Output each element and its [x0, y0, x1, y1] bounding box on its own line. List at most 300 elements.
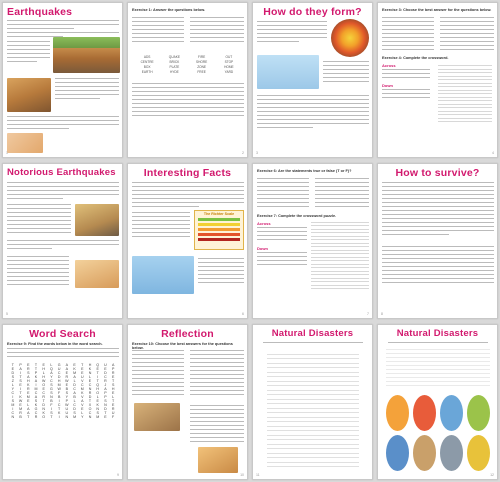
page-natural-disasters-wordsearch[interactable]	[377, 324, 498, 480]
word-search-cell[interactable]: K	[27, 383, 30, 387]
word-search-cell[interactable]: D	[42, 403, 45, 407]
word-search-cell[interactable]: M	[73, 371, 77, 375]
word-search-cell[interactable]: E	[42, 363, 45, 367]
word-search-cell[interactable]: M	[73, 415, 77, 419]
word-search-cell[interactable]: M	[26, 395, 30, 399]
word-search-cell[interactable]: V	[81, 395, 84, 399]
ruins-image	[75, 204, 119, 236]
word-search-cell[interactable]: Y	[11, 387, 15, 391]
word-search-cell[interactable]: A	[111, 363, 115, 367]
word-search-cell[interactable]: L	[42, 371, 45, 375]
word-search-cell[interactable]: P	[19, 363, 22, 367]
word-search-cell[interactable]: R	[65, 375, 69, 379]
word-search-cell[interactable]: I	[97, 375, 99, 379]
word-search-cell[interactable]: I	[20, 371, 22, 375]
page-natural-disasters-crossword[interactable]	[252, 324, 373, 480]
page-number: 8	[381, 312, 383, 316]
document-grid	[2, 2, 498, 480]
word-search-cell[interactable]: I	[35, 383, 37, 387]
word-search-cell[interactable]: P	[34, 371, 38, 375]
word-search-cell[interactable]: U	[80, 375, 84, 379]
word-search-cell[interactable]: B	[65, 387, 69, 391]
word-search-cell[interactable]: G	[50, 387, 53, 391]
word-search-cell[interactable]: D	[88, 395, 92, 399]
word-search-cell[interactable]: N	[50, 395, 53, 399]
drought-icon	[467, 435, 490, 471]
word-search-cell[interactable]: S	[73, 411, 76, 415]
word-search-cell[interactable]: R	[26, 387, 30, 391]
clues	[382, 69, 430, 81]
page-exercise-6[interactable]	[252, 163, 373, 319]
down-label: Down	[257, 246, 268, 251]
word-search-cell[interactable]: S	[50, 411, 53, 415]
word-search-cell[interactable]: A	[73, 375, 76, 379]
word-search-cell[interactable]: P	[104, 391, 107, 395]
word-search-cell[interactable]: T	[19, 391, 22, 395]
word-search-cell[interactable]: E	[81, 367, 84, 371]
exercise-heading: Exercise 1: Answer the questions below.	[132, 8, 206, 12]
clues	[257, 252, 307, 268]
page-number: 5	[6, 312, 8, 316]
word-search-cell[interactable]: Q	[96, 383, 100, 387]
word-search-cell[interactable]: E	[96, 367, 99, 371]
word-search-cell[interactable]: W	[42, 379, 46, 383]
word-search-cell[interactable]: W	[18, 399, 23, 403]
word-search-cell[interactable]: L	[11, 383, 14, 387]
flood-icon	[440, 395, 463, 431]
statements	[315, 178, 369, 210]
word-search-cell[interactable]: R	[88, 391, 92, 395]
text-block	[7, 204, 71, 236]
word-search-cell[interactable]: T	[11, 363, 14, 367]
word-search-cell[interactable]: S	[111, 383, 115, 387]
across-label: Across	[382, 63, 396, 68]
word-search-cell[interactable]: C	[50, 379, 53, 383]
answer-options	[190, 350, 244, 398]
answer-options	[190, 405, 244, 445]
text-block	[7, 41, 50, 65]
word-search-cell[interactable]: C	[88, 411, 92, 415]
word-search-cell[interactable]: A	[73, 391, 76, 395]
word-search-cell[interactable]: H	[57, 379, 61, 383]
word-search-cell[interactable]: P	[104, 395, 107, 399]
exercise-heading: Exercise 7: Complete the crossword puzzle.	[257, 214, 337, 218]
exercise-heading: Exercise 10: Choose the best answers for the questions below.	[132, 342, 233, 350]
word-search-cell[interactable]: R	[104, 379, 107, 383]
word-search-cell[interactable]: S	[11, 375, 15, 379]
page-number: 6	[242, 312, 244, 316]
word-search-cell[interactable]: O	[88, 407, 92, 411]
page-number: 7	[367, 312, 369, 316]
crossword-grid[interactable]	[438, 65, 492, 125]
word-search-cell[interactable]: N	[96, 407, 99, 411]
word-search-cell[interactable]: A	[34, 395, 38, 399]
word-search-cell[interactable]: Y	[81, 415, 84, 419]
word-search-cell[interactable]: T	[27, 415, 30, 419]
word-search-cell[interactable]: E	[111, 391, 115, 395]
word-search-cell[interactable]: L	[50, 363, 53, 367]
word-search-cell[interactable]: M	[80, 387, 84, 391]
word-search-cell[interactable]: C	[57, 371, 61, 375]
word-search-cell[interactable]: K	[34, 403, 38, 407]
answer-lines	[132, 83, 244, 119]
word-search-cell[interactable]: C	[57, 403, 61, 407]
word-search-cell[interactable]: C	[34, 391, 38, 395]
word-search-cell[interactable]: E	[96, 399, 99, 403]
word-search-cell[interactable]: J	[104, 383, 107, 387]
word-search-cell[interactable]: C	[11, 391, 15, 395]
word-search-cell[interactable]: K	[42, 411, 45, 415]
letter-grid[interactable]	[386, 349, 490, 389]
box-title: The Richter Scale	[203, 212, 235, 216]
word-search-cell[interactable]: U	[104, 363, 107, 367]
word-search-cell[interactable]: T	[88, 399, 92, 403]
tsunami-icon	[386, 435, 409, 471]
word-search-cell[interactable]: T	[19, 375, 22, 379]
word-search-cell[interactable]: U	[111, 411, 115, 415]
text-block	[382, 182, 494, 238]
word-search-cell[interactable]: A	[27, 407, 30, 411]
word-search-cell[interactable]: C	[73, 403, 76, 407]
earth-core-image	[331, 19, 369, 57]
word-search-cell[interactable]: S	[27, 371, 30, 375]
word-search-cell[interactable]: C	[104, 375, 107, 379]
word-search-cell[interactable]: N	[88, 415, 92, 419]
word-search-cell[interactable]: L	[88, 375, 91, 379]
word-search-cell[interactable]: R	[111, 407, 115, 411]
word-search-cell[interactable]: S	[50, 383, 53, 387]
storm-icon	[440, 435, 463, 471]
word-search-cell[interactable]: I	[58, 399, 60, 403]
across-label: Across	[257, 221, 271, 226]
word-search-cell[interactable]: C	[34, 411, 38, 415]
word-search-cell[interactable]: A	[27, 375, 30, 379]
word-search-cell[interactable]: R	[26, 367, 30, 371]
word-search-cell[interactable]: H	[96, 387, 99, 391]
word-search-cell[interactable]: R	[111, 371, 115, 375]
word-search-cell[interactable]: T	[81, 363, 84, 367]
word-search-cell[interactable]: R	[34, 415, 38, 419]
word-search-cell[interactable]: E	[111, 375, 115, 379]
word-search-cell[interactable]: G	[34, 407, 38, 411]
word-search-cell[interactable]: T	[96, 379, 99, 383]
word-search-cell[interactable]: S	[65, 391, 69, 395]
building-image	[75, 260, 119, 288]
page-title: Reflection	[161, 328, 214, 340]
word-search-cell[interactable]: E	[111, 403, 115, 407]
word-search-cell[interactable]: Y	[50, 375, 53, 379]
word-search-cell[interactable]: E	[11, 367, 15, 371]
word-search-cell[interactable]: F	[112, 415, 115, 419]
word-search-cell[interactable]: O	[42, 415, 46, 419]
word-search-cell[interactable]: N	[42, 407, 45, 411]
answer-options	[132, 350, 184, 398]
word-search-cell[interactable]: L	[73, 379, 76, 383]
text-block	[198, 258, 244, 286]
page-exercise-1[interactable]	[127, 2, 248, 158]
word-list	[7, 348, 119, 360]
answer-lines	[190, 17, 244, 45]
collapsed-house-image	[134, 403, 180, 431]
word-search-cell[interactable]: E	[27, 399, 30, 403]
word-search-cell[interactable]: O	[42, 383, 46, 387]
word-search-cell[interactable]: K	[34, 375, 38, 379]
page-number: 3	[256, 151, 258, 155]
word-search-cell[interactable]: E	[65, 371, 69, 375]
word-search-cell[interactable]: M	[57, 383, 61, 387]
word-search-cell[interactable]: I	[12, 395, 14, 399]
word-search-cell[interactable]: V	[81, 379, 84, 383]
building-collapse-image	[7, 78, 51, 112]
word-search-cell[interactable]: E	[19, 403, 22, 407]
word-search-grid[interactable]	[9, 363, 117, 419]
word-search-cell[interactable]: D	[73, 383, 76, 387]
exercise-heading: Exercise 6: Are the statements true or false (T or F)?	[257, 169, 352, 173]
word-search-cell[interactable]: P	[111, 367, 115, 371]
word-search-cell[interactable]: H	[111, 387, 115, 391]
page-notorious-earthquakes[interactable]	[2, 163, 123, 319]
word-search-cell[interactable]: H	[26, 379, 30, 383]
page-number: 1	[6, 151, 8, 155]
rubble-image	[198, 447, 238, 473]
word-search-cell[interactable]: T	[34, 367, 38, 371]
clues	[257, 227, 307, 243]
word-search-cell[interactable]: V	[81, 403, 84, 407]
word-search-cell[interactable]: U	[65, 411, 69, 415]
earthquake-icon	[413, 435, 436, 471]
word-table: ADS QUAKE FIRE OUT CENTRE BRICK SHORE STOP BOX PLATE ZONE HOME EARTH HYDE FREE YARD	[140, 55, 234, 74]
word-search-cell[interactable]: W	[57, 387, 61, 391]
answer-options	[440, 17, 494, 53]
word-search-cell[interactable]: K	[96, 403, 99, 407]
word-search-cell[interactable]: M	[19, 407, 23, 411]
page-number: 12	[490, 473, 494, 477]
word-search-cell[interactable]: R	[42, 395, 45, 399]
word-search-cell[interactable]: K	[81, 391, 84, 395]
ring-of-fire-map	[132, 256, 194, 294]
word-search-cell[interactable]: D	[104, 407, 107, 411]
word-search-cell[interactable]: M	[34, 387, 38, 391]
word-search-cell[interactable]: N	[88, 387, 92, 391]
page-earthquakes[interactable]	[2, 2, 123, 158]
earth-layers-image	[53, 37, 120, 73]
word-search-cell[interactable]: S	[96, 411, 99, 415]
word-search-cell[interactable]: A	[65, 367, 69, 371]
word-search-cell[interactable]: A	[19, 367, 22, 371]
fill-in-lines	[382, 246, 494, 286]
word-search-cell[interactable]: C	[11, 411, 15, 415]
word-search-cell[interactable]: W	[65, 403, 69, 407]
word-search-cell[interactable]: L	[73, 399, 76, 403]
word-search-cell[interactable]: B	[73, 395, 76, 399]
word-search-cell[interactable]: S	[11, 399, 15, 403]
word-search-cell[interactable]: Q	[96, 363, 100, 367]
word-search-cell[interactable]: E	[27, 391, 30, 395]
word-search-cell[interactable]: L	[27, 403, 30, 407]
word-search-cell[interactable]: A	[65, 363, 69, 367]
word-search-cell[interactable]: I	[58, 415, 60, 419]
word-search-cell[interactable]: G	[57, 363, 61, 367]
clues	[382, 89, 430, 101]
word-search-cell[interactable]: S	[34, 399, 38, 403]
word-search-cell[interactable]: B	[57, 395, 61, 399]
word-search-cell[interactable]: C	[80, 383, 84, 387]
word-search-cell[interactable]: E	[104, 415, 107, 419]
word-search-cell[interactable]: H	[42, 375, 45, 379]
text-block	[257, 21, 327, 45]
text-block	[132, 212, 190, 240]
page-number: 10	[240, 473, 244, 477]
word-search-cell[interactable]: U	[65, 407, 69, 411]
text-block	[7, 182, 119, 202]
page-title: Natural Disasters	[396, 328, 479, 339]
word-search-cell[interactable]: I	[50, 407, 52, 411]
word-search-cell[interactable]: A	[27, 411, 30, 415]
word-search-cell[interactable]: D	[104, 371, 107, 375]
word-search-cell[interactable]: T	[112, 399, 115, 403]
statements	[257, 178, 309, 210]
page-word-search[interactable]	[2, 324, 123, 480]
page-title: Interesting Facts	[143, 167, 232, 179]
word-search-cell[interactable]: M	[96, 415, 100, 419]
page-title: Word Search	[29, 328, 96, 340]
map-image	[7, 133, 43, 153]
word-search-cell[interactable]: E	[27, 363, 30, 367]
word-search-cell[interactable]: M	[11, 403, 15, 407]
page-title: Earthquakes	[7, 6, 73, 18]
exercise-heading: Exercise 9: Find the words below in the word search.	[7, 342, 103, 346]
word-search-cell[interactable]: E	[88, 379, 92, 383]
word-search-cell[interactable]: K	[57, 411, 61, 415]
word-search-cell[interactable]: N	[65, 415, 69, 419]
word-search-cell[interactable]: S	[104, 399, 107, 403]
plates-map-image	[257, 55, 319, 89]
volcano-icon	[386, 395, 409, 431]
word-search-cell[interactable]: S	[50, 391, 53, 395]
richter-scale-box	[194, 210, 244, 250]
word-search-cell[interactable]: T	[104, 411, 107, 415]
exercise-heading: Exercise 3: Choose the best answer for the questions below.	[382, 8, 492, 12]
exercise-heading: Exercise 4: Complete the crossword.	[382, 56, 449, 60]
word-search-cell[interactable]: O	[96, 391, 100, 395]
crossword-grid[interactable]	[311, 222, 369, 292]
word-search-cell[interactable]: D	[73, 407, 76, 411]
word-search-cell[interactable]: P	[65, 399, 69, 403]
word-search-cell[interactable]: X	[88, 403, 92, 407]
page-number: 9	[117, 473, 119, 477]
word-search-cell[interactable]: N	[88, 371, 92, 375]
page-number: 4	[492, 151, 494, 155]
word-search-cell[interactable]: R	[19, 411, 22, 415]
word-search-cell[interactable]: E	[19, 383, 22, 387]
word-search-cell[interactable]: F	[50, 403, 53, 407]
answer-options	[382, 17, 434, 53]
text-block	[55, 78, 119, 102]
word-search-cell[interactable]: K	[88, 367, 92, 371]
word-search-cell[interactable]: L	[112, 395, 115, 399]
word-search-cell[interactable]: D	[57, 375, 61, 379]
page-how-to-survive[interactable]	[377, 163, 498, 319]
fire-icon	[413, 395, 436, 431]
text-block	[132, 182, 244, 210]
word-search-cell[interactable]: I	[12, 407, 14, 411]
answer-lines	[132, 17, 184, 45]
answer-lines	[7, 256, 69, 288]
word-search-cell[interactable]: L	[96, 395, 99, 399]
word-search-cell[interactable]: T	[112, 379, 115, 383]
word-search-cell[interactable]: Q	[50, 367, 53, 371]
word-search-cell[interactable]: A	[81, 399, 84, 403]
word-search-cell[interactable]: E	[65, 383, 69, 387]
word-search-cell[interactable]: H	[42, 367, 45, 371]
word-search-cell[interactable]: A	[104, 387, 107, 391]
word-search-cell[interactable]: T	[96, 371, 99, 375]
word-search-cell[interactable]: T	[58, 407, 61, 411]
word-search-cell[interactable]: L	[81, 411, 84, 415]
word-search-cell[interactable]: H	[88, 363, 92, 367]
word-search-cell[interactable]: E	[81, 371, 84, 375]
page-title: How to survive?	[395, 167, 480, 179]
word-search-cell[interactable]: W	[65, 379, 69, 383]
word-search-cell[interactable]: T	[42, 399, 45, 403]
page-number: 2	[242, 151, 244, 155]
word-search-cell[interactable]: A	[34, 379, 38, 383]
word-search-cell[interactable]: N	[104, 403, 107, 407]
page-title: Notorious Earthquakes	[7, 167, 116, 178]
word-search-cell[interactable]: E	[81, 407, 84, 411]
text-block	[323, 61, 369, 85]
disaster-icons	[386, 395, 490, 471]
word-search-cell[interactable]: T	[50, 415, 53, 419]
word-search-cell[interactable]: D	[11, 371, 15, 375]
word-search-cell[interactable]: E	[42, 387, 45, 391]
crossword-grid[interactable]	[267, 351, 359, 471]
word-search-cell[interactable]: F	[58, 391, 61, 395]
word-search-cell[interactable]: N	[11, 415, 15, 419]
page-number: 11	[256, 473, 260, 477]
text-block	[257, 95, 369, 131]
instructions	[388, 342, 488, 346]
text-block	[7, 240, 119, 252]
tornado-icon	[467, 395, 490, 431]
word-search-cell[interactable]: U	[57, 367, 61, 371]
word-search-cell[interactable]: C	[73, 387, 76, 391]
word-search-cell[interactable]: I	[20, 387, 22, 391]
page-interesting-facts[interactable]	[127, 163, 248, 319]
word-search-cell[interactable]: B	[19, 415, 22, 419]
down-label: Down	[382, 83, 393, 88]
word-search-cell[interactable]: B	[50, 399, 53, 403]
word-search-cell[interactable]: C	[88, 383, 92, 387]
word-search-cell[interactable]: E	[104, 367, 107, 371]
word-search-cell[interactable]: Z	[11, 379, 14, 383]
word-search-cell[interactable]: E	[73, 363, 76, 367]
word-search-cell[interactable]: S	[19, 379, 22, 383]
word-search-cell[interactable]: A	[50, 371, 53, 375]
word-search-cell[interactable]: T	[34, 363, 38, 367]
word-search-cell[interactable]: C	[42, 391, 45, 395]
instructions	[263, 342, 363, 346]
page-reflection[interactable]	[127, 324, 248, 480]
page-title: How do they form?	[263, 6, 362, 18]
page-exercise-3[interactable]	[377, 2, 498, 158]
word-search-cell[interactable]: Y	[65, 395, 69, 399]
word-search-cell[interactable]: K	[19, 395, 22, 399]
text-block	[7, 116, 119, 132]
word-search-cell[interactable]: K	[73, 367, 76, 371]
page-title: Natural Disasters	[271, 328, 354, 339]
page-how-do-they-form[interactable]	[252, 2, 373, 158]
